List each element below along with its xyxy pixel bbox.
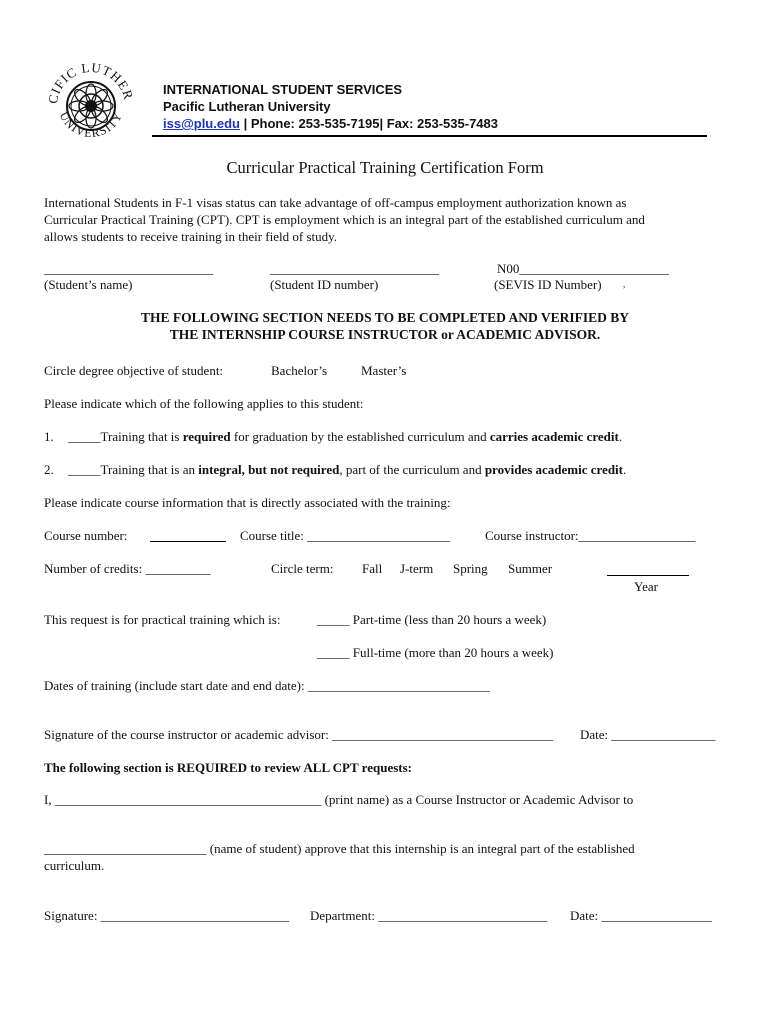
- advisor-date-field[interactable]: Date: ________________: [580, 727, 716, 742]
- university-name: Pacific Lutheran University: [163, 99, 331, 114]
- training-dates-field[interactable]: Dates of training (include start date and end date): ____________________________: [44, 678, 490, 693]
- contact-details: | Phone: 253-535-7195| Fax: 253-535-7483: [239, 116, 499, 131]
- office-name: INTERNATIONAL STUDENT SERVICES: [163, 82, 403, 97]
- student-name-field[interactable]: __________________________: [44, 261, 213, 276]
- section-heading-line-1: THE FOLLOWING SECTION NEEDS TO BE COMPLETED AND VERIFIED BY: [141, 310, 629, 325]
- seal-arc-bottom: UNIVERSITY: [56, 109, 126, 141]
- intro-line-1: International Students in F-1 visas status can take advantage of off-campus employment authorization known as: [44, 195, 627, 210]
- svg-text:PACIFIC LUTHERAN: [43, 56, 136, 105]
- contact-line: [163, 116, 498, 131]
- approval-line-3: curriculum.: [44, 858, 105, 873]
- option-2-text[interactable]: _____Training that is an integral, but not required, part of the curriculum and provides academic credit.: [68, 462, 627, 477]
- department-field[interactable]: Department: __________________________: [310, 908, 548, 923]
- degree-option-masters[interactable]: Master’s: [361, 363, 407, 378]
- approval-line-1[interactable]: I, _________________________________________ (print name) as a Course Instructor or Academic Advisor to: [44, 792, 634, 807]
- university-seal: [43, 56, 139, 152]
- stray-mark: ,: [623, 279, 626, 289]
- course-prompt: Please indicate course information that is directly associated with the training:: [44, 495, 451, 510]
- email-link[interactable]: iss@plu.edu: [163, 116, 240, 131]
- parttime-option[interactable]: _____ Part-time (less than 20 hours a week): [317, 612, 547, 627]
- svg-text:UNIVERSITY: [57, 109, 126, 140]
- course-number-field[interactable]: [150, 541, 226, 542]
- year-field[interactable]: [607, 575, 689, 576]
- course-number-label: Course number:: [44, 528, 128, 543]
- option-2-number: 2.: [44, 462, 54, 477]
- section-heading-line-2: THE INTERNSHIP COURSE INSTRUCTOR or ACADEMIC ADVISOR.: [169, 327, 601, 342]
- course-instructor-field[interactable]: Course instructor:__________________: [485, 528, 696, 543]
- option-1-text[interactable]: _____Training that is required for graduation by the established curriculum and carries academic credit.: [68, 429, 623, 444]
- header-divider: [152, 135, 707, 137]
- form-title: Curricular Practical Training Certification Form: [226, 158, 544, 177]
- applies-prompt: Please indicate which of the following applies to this student:: [44, 396, 364, 411]
- term-summer[interactable]: Summer: [508, 561, 553, 576]
- sevis-id-label: (SEVIS ID Number): [494, 277, 602, 292]
- credits-field[interactable]: Number of credits: __________: [44, 561, 211, 576]
- term-jterm[interactable]: J-term: [400, 561, 434, 576]
- request-label: This request is for practical training which is:: [44, 612, 281, 627]
- approval-line-2[interactable]: _________________________ (name of student) approve that this internship is an integral part of the established: [44, 841, 635, 856]
- term-spring[interactable]: Spring: [453, 561, 488, 576]
- term-fall[interactable]: Fall: [362, 561, 383, 576]
- term-label: Circle term:: [271, 561, 334, 576]
- student-id-field[interactable]: __________________________: [270, 261, 439, 276]
- advisor-signature-field[interactable]: Signature of the course instructor or academic advisor: __________________________________: [44, 727, 554, 742]
- intro-line-3: allows students to receive training in their field of study.: [44, 229, 338, 244]
- option-1-number: 1.: [44, 429, 54, 444]
- final-signature-field[interactable]: Signature: _____________________________: [44, 908, 290, 923]
- required-heading: The following section is REQUIRED to review ALL CPT requests:: [44, 760, 412, 775]
- intro-line-2: Curricular Practical Training (CPT). CPT is employment which is an integral part of the established curriculum and: [44, 212, 645, 227]
- student-name-label: (Student’s name): [44, 277, 133, 292]
- fulltime-option[interactable]: _____ Full-time (more than 20 hours a week): [317, 645, 554, 660]
- seal-arc-top: CIFIC LUTHER: [44, 59, 137, 105]
- sevis-id-field[interactable]: N00_______________________: [497, 261, 669, 276]
- final-date-field[interactable]: Date: _________________: [570, 908, 712, 923]
- degree-option-bachelors[interactable]: Bachelor’s: [271, 363, 328, 378]
- student-id-label: (Student ID number): [270, 277, 379, 292]
- year-label: Year: [634, 579, 658, 594]
- degree-label: Circle degree objective of student:: [44, 363, 224, 378]
- course-title-field[interactable]: Course title: ______________________: [240, 528, 451, 543]
